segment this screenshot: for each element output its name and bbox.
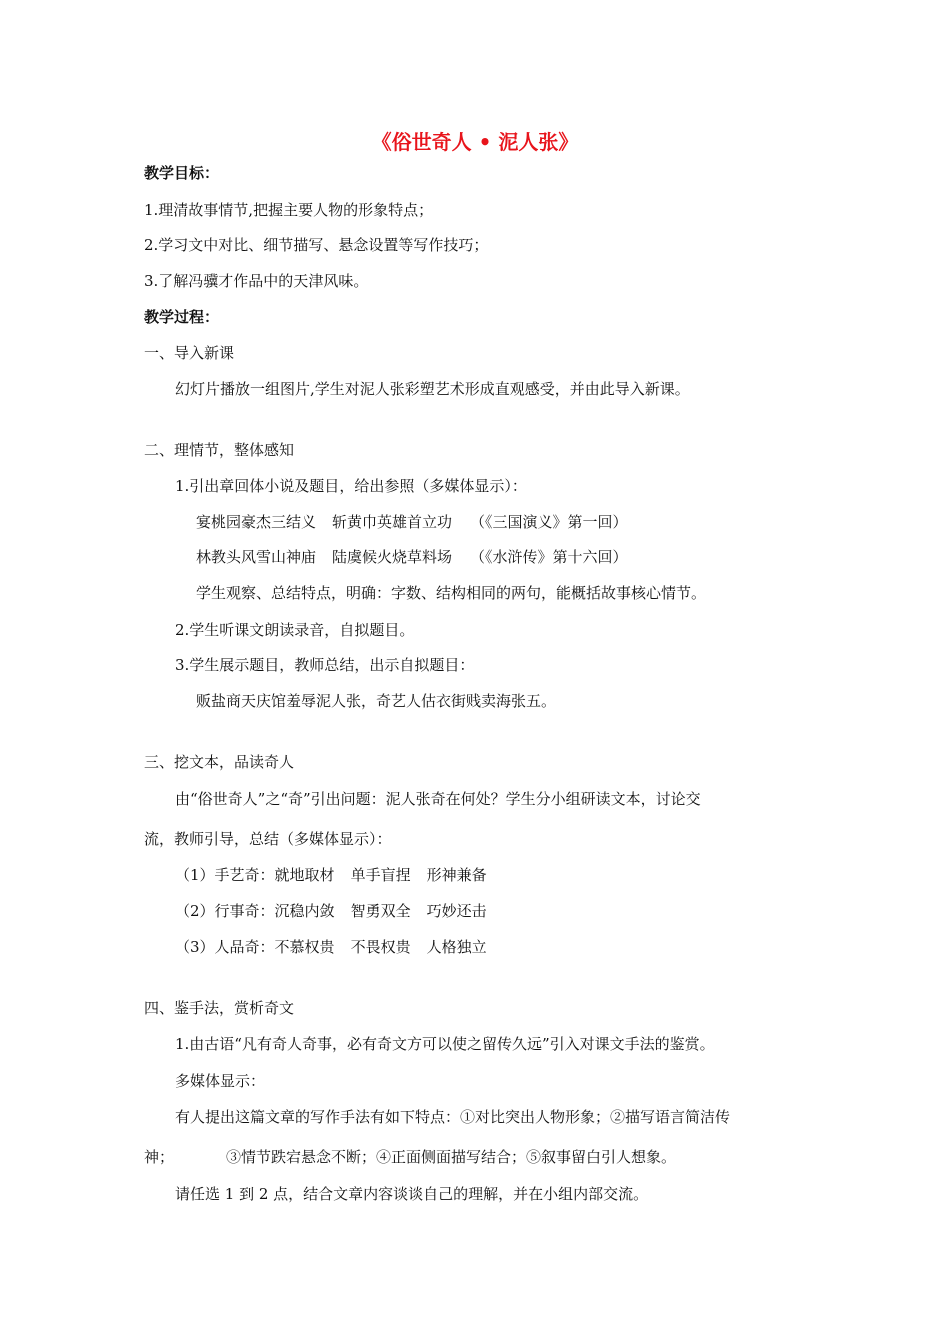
section-2-note: 学生观察、总结特点，明确：字数、结构相同的两句，能概括故事核心情节。 — [196, 584, 707, 602]
reference-line-2 — [196, 547, 628, 567]
section-3-paragraph-line-2: 流，教师引导，总结（多媒体显示）： — [144, 830, 392, 848]
process-heading: 教学过程： — [144, 308, 220, 326]
point-item — [175, 865, 487, 885]
point-c: 巧妙还击 — [426, 902, 487, 920]
point-item — [175, 937, 487, 957]
section-1-heading: 一、导入新课 — [144, 344, 235, 362]
reference-2-c: （《水浒传》第十六回） — [470, 548, 628, 566]
section-2-item-2: 2.学生听课文朗读录音，自拟题目。 — [175, 621, 415, 639]
objective-3: 3.了解冯骥才作品中的天津风味。 — [144, 272, 369, 290]
section-3-paragraph-line-1: 由“俗世奇人”之“奇”引出问题：泥人张奇在何处？学生分小组研读文本，讨论交 — [175, 790, 701, 808]
reference-1-b: 斩黄巾英雄首立功 — [332, 513, 453, 531]
point-b: 不畏权贵 — [350, 938, 411, 956]
section-2-heading: 二、理情节，整体感知 — [144, 441, 295, 459]
reference-1-a: 宴桃园豪杰三结义 — [196, 513, 317, 531]
section-2-item-3: 3.学生展示题目，教师总结，出示自拟题目： — [175, 656, 475, 674]
section-2-answer: 贩盐商天庆馆羞辱泥人张，奇艺人估衣街贱卖海张五。 — [196, 692, 557, 710]
point-label: （1）手艺奇： — [175, 866, 275, 884]
reference-2-a: 林教头风雪山神庙 — [196, 548, 317, 566]
objective-1: 1.理清故事情节,把握主要人物的形象特点； — [144, 201, 434, 219]
section-4-paragraph-line-2 — [144, 1147, 676, 1167]
point-a: 沉稳内敛 — [274, 902, 335, 920]
reference-line-1 — [196, 512, 628, 532]
objectives-heading: 教学目标： — [144, 164, 220, 182]
section-3-heading: 三、挖文本，品读奇人 — [144, 753, 295, 771]
section-2-item-1: 1.引出章回体小说及题目，给出参照（多媒体显示）： — [175, 477, 527, 495]
paragraph-line-2-rest: ③情节跌宕悬念不断；④正面侧面描写结合；⑤叙事留白引人想象。 — [226, 1148, 677, 1166]
section-4-display-label: 多媒体显示： — [175, 1072, 266, 1090]
section-4-heading: 四、鉴手法，赏析奇文 — [144, 999, 295, 1017]
page-title: 《俗世奇人 • 泥人张》 — [371, 130, 579, 154]
point-label: （2）行事奇： — [175, 902, 275, 920]
section-4-item-1: 1.由古语“凡有奇人奇事，必有奇文方可以使之留传久远”引入对课文手法的鉴赏。 — [175, 1035, 715, 1053]
objective-2: 2.学习文中对比、细节描写、悬念设置等写作技巧； — [144, 236, 489, 254]
reference-2-b: 陆虞候火烧草料场 — [332, 548, 453, 566]
section-4-paragraph-line-1: 有人提出这篇文章的写作手法有如下特点：①对比突出人物形象；②描写语言简洁传 — [175, 1108, 731, 1126]
point-c: 形神兼备 — [426, 866, 487, 884]
point-a: 就地取材 — [274, 866, 335, 884]
section-4-task: 请任选 1 到 2 点，结合文章内容谈谈自己的理解，并在小组内部交流。 — [175, 1185, 649, 1203]
point-b: 单手盲捏 — [350, 866, 411, 884]
point-item — [175, 901, 487, 921]
section-1-text: 幻灯片播放一组图片,学生对泥人张彩塑艺术形成直观感受，并由此导入新课。 — [175, 380, 690, 398]
point-label: （3）人品奇： — [175, 938, 275, 956]
reference-1-c: （《三国演义》第一回） — [470, 513, 628, 531]
paragraph-line-2-start: 神； — [144, 1148, 175, 1166]
point-a: 不慕权贵 — [274, 938, 335, 956]
point-c: 人格独立 — [426, 938, 487, 956]
point-b: 智勇双全 — [350, 902, 411, 920]
